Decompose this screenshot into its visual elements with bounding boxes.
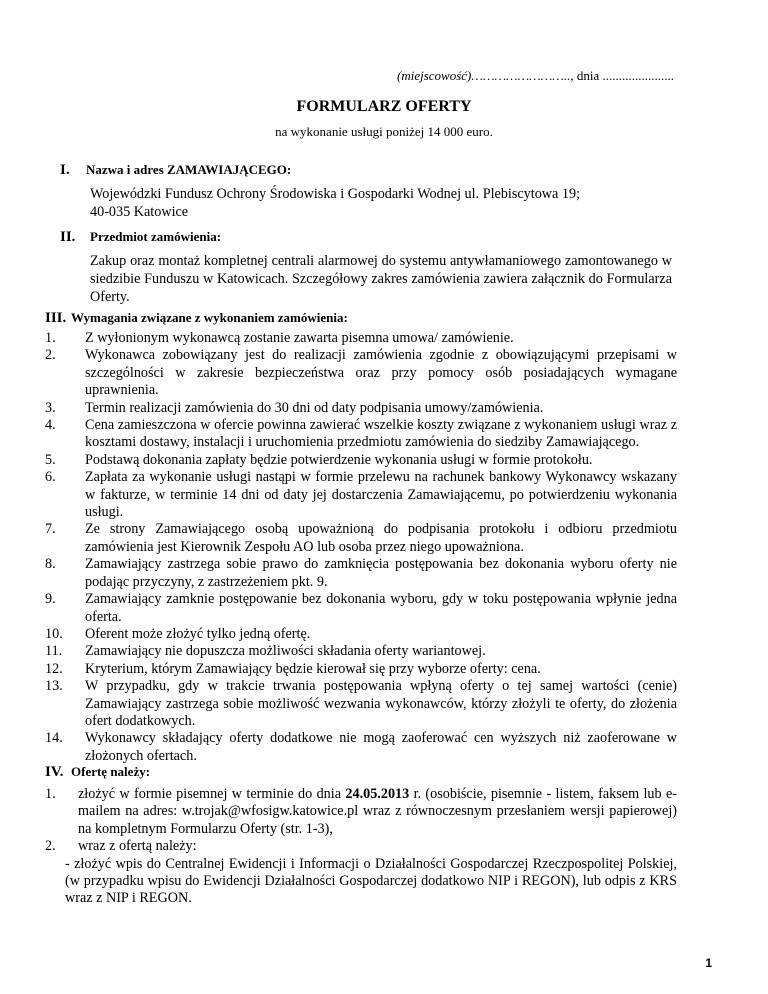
section-1-body bbox=[90, 185, 672, 221]
requirement-item: 5. Podstawą dokonania zapłaty będzie potwierdzenie wykonania usługi w formie protokołu. bbox=[45, 451, 593, 468]
section-2-title: Przedmiot zamówienia: bbox=[90, 229, 222, 244]
section-2-number: II. bbox=[60, 229, 76, 245]
requirement-item: 10. Oferent może złożyć tylko jedną ofertę. bbox=[45, 625, 311, 642]
requirement-item: 12. Kryterium, którym Zamawiający będzie kierował się przy wyborze oferty: cena. bbox=[45, 660, 541, 677]
requirement-item: 14. Wykonawcy składający oferty dodatkowe nie mogą zaoferować cen wyższych niż zaoferowane w złożonych ofertach. bbox=[45, 730, 677, 764]
date-placeholder: dnia ...................... bbox=[573, 68, 674, 83]
deadline-date: 24.05.2013 bbox=[345, 786, 410, 802]
section-3-heading bbox=[45, 310, 348, 327]
section-3-title: Wymagania związane z wykonaniem zamówienia: bbox=[71, 310, 348, 325]
place-date-line bbox=[397, 68, 674, 84]
section-1-heading bbox=[60, 162, 291, 179]
requirements-list bbox=[45, 330, 677, 765]
requirement-item: 4. Cena zamieszczona w ofercie powinna zawierać wszelkie koszty związane z wykonaniem usługi wraz z kosztami dostawy, instalacji i uruchomienia przedmiotu zamówienia do siedziby Zamawiającego. bbox=[45, 417, 677, 451]
requirement-item: 13. W przypadku, gdy w trakcie trwania postępowania wpłyną oferty o tej samej wartości (cenie) Zamawiający zastrzega sobie możliwość wezwania wykonawców, którzy złożyli te oferty, do złożenia ofert dodatkowych. bbox=[45, 678, 677, 729]
document-title: FORMULARZ OFERTY bbox=[296, 98, 472, 115]
page-number: 1 bbox=[705, 956, 712, 970]
requirement-item: 9. Zamawiający zamknie postępowanie bez dokonania wyboru, gdy w toku postępowania wpłynie jedna oferta. bbox=[45, 591, 677, 625]
requirement-item: 8. Zamawiający zastrzega sobie prawo do zamknięcia postępowania bez dokonania wyboru oferty nie podając przyczyny, z zastrzeżeniem pkt. 9. bbox=[45, 556, 677, 590]
section-2-heading bbox=[60, 229, 221, 246]
section-4-title: Ofertę należy: bbox=[71, 764, 151, 779]
requirement-item: 7. Ze strony Zamawiającego osobą upoważnioną do podpisania protokołu i odbioru przedmiotu zamówienia jest Kierownik Zespołu AO lub osoba przez niego upoważniona. bbox=[45, 521, 677, 555]
offer-item: 2. wraz z ofertą należy: - złożyć wpis do Centralnej Ewidencji i Informacji o Działalności Gospodarczej Rzeczpospolitej Polskiej, (w przypadku wpisu do Ewidencji Działalności Gospodarczej dodatkowo NIP i REGON), lub odpis z KRS wraz z NIP i REGON. bbox=[45, 838, 677, 907]
ordering-party-name: Wojewódzki Fundusz Ochrony Środowiska i Gospodarki Wodnej ul. Plebiscytowa 19; bbox=[90, 186, 581, 202]
place-placeholder: (miejscowość)…………………….., bbox=[397, 68, 574, 83]
offer-sub-item: - złożyć wpis do Centralnej Ewidencji i Informacji o Działalności Gospodarczej Rzeczpospolitej Polskiej, (w przypadku wpisu do Ewidencji Działalności Gospodarczej dodatkowo NIP i REGON), lub odpis z KRS wraz z NIP i REGON. bbox=[65, 855, 677, 907]
requirement-item: 11. Zamawiający nie dopuszcza możliwości składania oferty wariantowej. bbox=[45, 643, 486, 660]
section-1-number: I. bbox=[60, 162, 70, 178]
section-4-number: IV. bbox=[45, 764, 64, 780]
offer-item: 1. złożyć w formie pisemnej w terminie do dnia 24.05.2013 r. (osobiście, pisemnie - listem, faksem lub e-mailem na adres: w.trojak@wfosigw.katowice.pl wraz z równoczesnym przesłaniem wersji papierowej) na kompletnym Formularzu Oferty (str. 1-3), bbox=[45, 786, 677, 837]
section-2-body: Zakup oraz montaż kompletnej centrali alarmowej do systemu antywłamaniowego zamontowanego w siedzibie Funduszu w Katowicach. Szczegółowy zakres zamówienia zawiera załącznik do Formularza Oferty. bbox=[90, 253, 672, 305]
section-3-number: III. bbox=[45, 310, 67, 326]
offer-instructions-list bbox=[45, 786, 677, 908]
section-1-title: Nazwa i adres ZAMAWIAJĄCEGO: bbox=[86, 162, 292, 177]
requirement-item: 3. Termin realizacji zamówienia do 30 dni od daty podpisania umowy/zamówienia. bbox=[45, 399, 544, 416]
ordering-party-address: 40-035 Katowice bbox=[90, 204, 189, 220]
document-subtitle: na wykonanie usługi poniżej 14 000 euro. bbox=[275, 124, 493, 139]
section-4-heading bbox=[45, 764, 150, 781]
requirement-item: 1. Z wyłonionym wykonawcą zostanie zawarta pisemna umowa/ zamówienie. bbox=[45, 330, 514, 346]
requirement-item: 2. Wykonawca zobowiązany jest do realizacji zamówienia zgodnie z obowiązującymi przepisami w szczególności w zakresie bezpieczeństwa oraz przy pomocy osób posiadających wymagane uprawnienia. bbox=[45, 347, 677, 399]
requirement-item: 6. Zapłata za wykonanie usługi nastąpi w formie przelewu na rachunek bankowy Wykonawcy wskazany w fakturze, w terminie 14 dni od daty jej dostarczenia Zamawiającemu, po potwierdzeniu wykonania usługi. bbox=[45, 469, 677, 521]
